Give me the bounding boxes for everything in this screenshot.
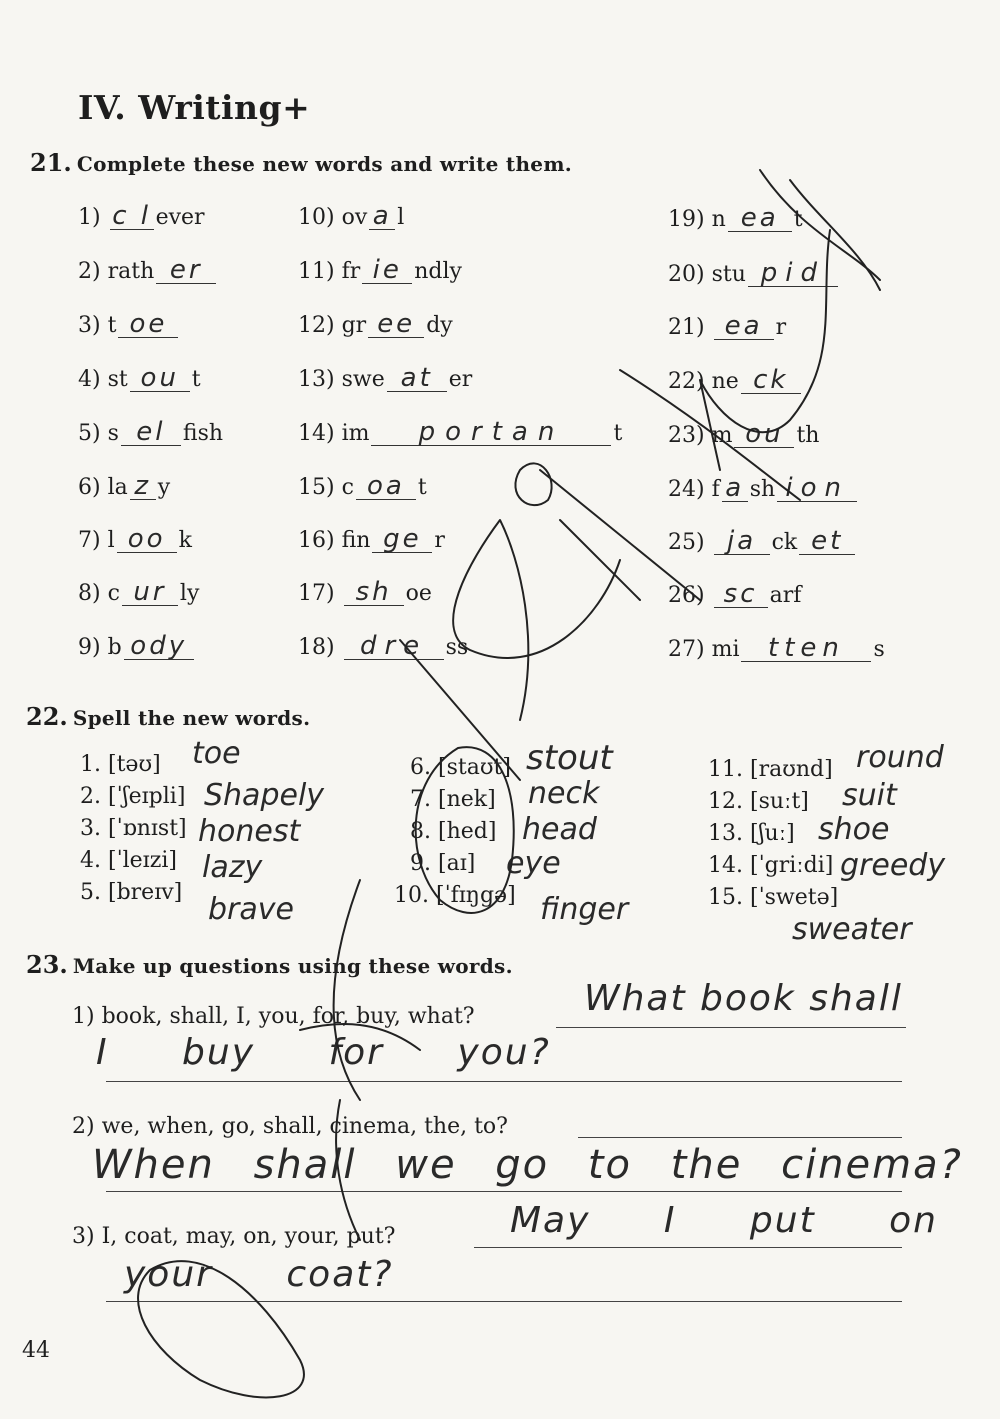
exercise-number: 23. — [26, 950, 68, 979]
fill-blank[interactable]: ody — [124, 633, 194, 660]
exercise-instruction: Complete these new words and write them. — [76, 152, 573, 176]
fill-blank[interactable]: el — [121, 419, 181, 446]
ex23-prompt: 3) I, coat, may, on, your, put? — [72, 1224, 396, 1249]
handwritten-answer[interactable]: When shall we go to the cinema? — [92, 1142, 963, 1188]
ex22-item: 3. [ˈɒnɪst] — [80, 816, 187, 841]
ex21-item: 19) n ea t — [668, 203, 803, 233]
ex22-item: 10. [ˈfɪŋgə] — [394, 883, 516, 908]
handwritten-answer[interactable]: What book shall — [584, 978, 903, 1019]
fill-blank[interactable]: ou — [734, 421, 794, 448]
exercise-number: 22. — [26, 702, 68, 731]
handwritten-answer: head — [522, 812, 597, 847]
ex22-item: 9. [aɪ] — [410, 851, 476, 876]
fill-blank[interactable]: oe — [118, 311, 178, 338]
ex21-item: 14) im portan t — [298, 417, 623, 447]
handwritten-answer[interactable]: I buy for you? — [96, 1032, 551, 1073]
ex22-item: 4. [ˈleɪzi] — [80, 848, 177, 873]
ex21-item: 7) l oo k — [78, 524, 192, 554]
ex22-item: 2. [ˈʃeɪpli] — [80, 784, 186, 809]
fill-blank[interactable]: oo — [117, 526, 177, 553]
ex21-item: 2) rath er — [78, 257, 218, 284]
handwritten-answer: finger — [540, 892, 629, 927]
handwritten-answer: suit — [842, 778, 897, 813]
handwritten-answer: neck — [528, 776, 600, 811]
answer-line — [106, 1301, 902, 1302]
fill-blank[interactable]: pid — [748, 260, 838, 287]
exercise-instruction: Make up questions using these words. — [72, 954, 513, 978]
answer-line — [578, 1137, 902, 1138]
ex22-item: 12. [suːt] — [708, 789, 809, 814]
fill-blank[interactable]: sc — [714, 581, 768, 608]
ex21-item: 27) mi tten s — [668, 633, 885, 663]
ex21-item: 22) ne ck — [668, 367, 803, 394]
fill-blank[interactable]: ge — [372, 526, 432, 553]
handwritten-answer: toe — [192, 736, 241, 771]
fill-blank[interactable]: oa — [356, 473, 416, 500]
fill-blank[interactable]: z — [130, 473, 156, 500]
ex22-item: 13. [ʃuː] — [708, 821, 795, 846]
ex21-item: 4) st ou t — [78, 363, 201, 393]
fill-blank[interactable]: ie — [362, 257, 412, 284]
answer-line — [106, 1081, 902, 1082]
ex21-item: 23) m ou th — [668, 419, 820, 449]
answer-line — [474, 1247, 902, 1248]
ex22-item: 11. [raʊnd] — [708, 757, 833, 782]
ex21-item: 9) b ody — [78, 633, 196, 660]
fill-blank[interactable]: ea — [728, 205, 792, 232]
ex21-item: 1) c l ever — [78, 201, 205, 231]
ex22-item: 5. [breɪv] — [80, 880, 183, 905]
ex22-item: 8. [hed] — [410, 819, 497, 844]
fill-blank[interactable]: ur — [122, 579, 178, 606]
fill-blank[interactable]: dre — [344, 633, 444, 660]
fill-blank[interactable]: ou — [130, 365, 190, 392]
diagonal-stroke — [400, 470, 700, 780]
ex22-item: 14. [ˈgriːdi] — [708, 853, 834, 878]
fill-blank[interactable]: ea — [714, 313, 774, 340]
ex21-item: 13) swe at er — [298, 363, 473, 393]
handwritten-answer: honest — [198, 814, 301, 849]
ex21-item: 12) gr ee dy — [298, 309, 453, 339]
answer-line — [556, 1027, 906, 1028]
fill-blank[interactable]: portan — [371, 419, 611, 446]
ex21-item: 3) t oe — [78, 311, 180, 338]
handwritten-answer: eye — [506, 846, 561, 881]
fill-blank[interactable]: er — [156, 257, 216, 284]
section-title: IV. Writing+ — [78, 88, 311, 127]
ex23-prompt: 2) we, when, go, shall, cinema, the, to? — [72, 1114, 508, 1139]
ex22-item: 15. [ˈswetə] — [708, 885, 839, 910]
handwritten-answer[interactable]: your coat? — [124, 1254, 394, 1295]
ex21-item: 25) ja ck et — [668, 528, 857, 555]
ex23-prompt: 1) book, shall, I, you, for, buy, what? — [72, 1004, 475, 1029]
exercise-number: 21. — [30, 148, 72, 177]
exercise-instruction: Spell the new words. — [72, 706, 311, 730]
ex22-item: 7. [nek] — [410, 787, 496, 812]
ex21-item: 21) ea r — [668, 311, 787, 341]
fill-blank[interactable]: ee — [368, 311, 424, 338]
ex21-item: 15) c oa t — [298, 471, 427, 501]
fill-blank[interactable]: sh — [344, 579, 404, 606]
exercise-22-header — [26, 702, 310, 731]
answer-line — [106, 1191, 902, 1192]
fill-blank[interactable]: a — [722, 475, 748, 502]
fill-blank[interactable]: ja — [714, 528, 770, 555]
ex22-item: 6. [staʊt] — [410, 755, 511, 780]
ex22-item: 1. [təʊ] — [80, 752, 161, 777]
fill-blank[interactable]: a — [369, 203, 395, 230]
ex21-item: 8) c ur ly — [78, 577, 200, 607]
ex21-item: 10) ov a l — [298, 201, 405, 231]
handwritten-answer: stout — [526, 738, 613, 778]
fill-blank[interactable]: et — [799, 528, 855, 555]
handwritten-answer: Shapely — [204, 778, 325, 813]
ex21-item: 5) s el fish — [78, 417, 224, 447]
fill-blank[interactable]: ion — [777, 475, 857, 502]
handwritten-answer[interactable]: May I put on — [510, 1200, 938, 1241]
circle-mark — [515, 463, 551, 505]
exercise-21-header — [30, 148, 572, 177]
page-number: 44 — [22, 1338, 50, 1363]
handwritten-answer: brave — [208, 892, 294, 927]
fill-blank[interactable]: tten — [741, 635, 871, 662]
handwritten-answer: greedy — [840, 848, 946, 883]
handwritten-answer: sweater — [792, 912, 912, 947]
handwritten-answer: round — [856, 740, 944, 775]
ex21-item: 26) sc arf — [668, 579, 802, 609]
handwritten-answer: lazy — [202, 850, 263, 885]
ex21-item: 24) f a sh ion — [668, 475, 859, 502]
ex21-item: 17) sh oe — [298, 577, 432, 607]
fill-blank[interactable]: at — [387, 365, 447, 392]
ex21-item: 16) fin ge r — [298, 524, 445, 554]
ex21-item: 20) stu pid — [668, 260, 840, 287]
fill-blank[interactable]: ck — [741, 367, 801, 394]
fill-blank[interactable]: c l — [110, 203, 154, 230]
ex21-item: 6) la z y — [78, 471, 171, 501]
exercise-23-header — [26, 950, 513, 979]
ex21-item: 18) dre ss — [298, 631, 469, 661]
ex21-item: 11) fr ie ndly — [298, 255, 462, 285]
handwritten-answer: shoe — [818, 812, 890, 847]
